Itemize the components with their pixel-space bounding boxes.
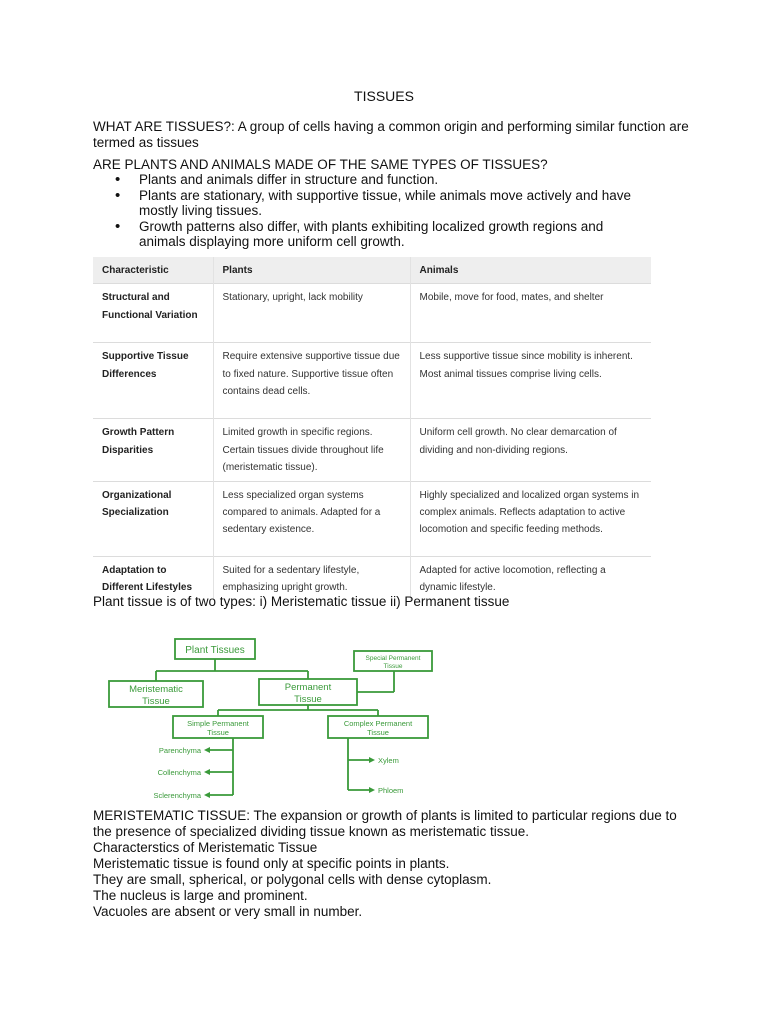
table-row	[93, 481, 651, 556]
diagram-permanent-label: Permanent	[284, 682, 332, 693]
row-animals: Mobile, move for food, mates, and shelter	[410, 284, 651, 343]
definition-paragraph: WHAT ARE TISSUES?: A group of cells having a common origin and performing similar function are termed as tissues	[93, 119, 689, 150]
meristematic-intro: MERISTEMATIC TISSUE: The expansion or growth of plants is limited to particular regions due to the presence of specialized dividing tissue known as meristematic tissue.	[93, 808, 677, 839]
table-row	[93, 284, 651, 343]
comparison-table	[93, 257, 651, 600]
row-plants: Limited growth in specific regions. Certain tissues divide throughout life (meristematic tissue).	[213, 419, 410, 481]
meristematic-line: Vacuoles are absent or very small in number.	[93, 904, 363, 919]
diagram-collenchyma-label: Collenchyma	[157, 768, 201, 777]
difference-list	[93, 172, 653, 250]
plant-tissue-diagram	[93, 620, 445, 802]
diagram-simple-label-2: Tissue	[207, 728, 229, 737]
diagram-complex-label-2: Tissue	[367, 728, 389, 737]
diagram-parenchyma-label: Parenchyma	[158, 746, 201, 755]
column-header: Animals	[410, 257, 651, 284]
diagram-complex-label: Complex Permanent	[343, 719, 413, 728]
list-item: • Plants and animals differ in structure and function.	[93, 172, 653, 188]
diagram-meristematic-label-2: Tissue	[142, 696, 170, 707]
diagram-root-label: Plant Tissues	[185, 645, 245, 656]
meristematic-line: Meristematic tissue is found only at specific points in plants.	[93, 856, 450, 871]
row-animals: Adapted for active locomotion, reflecting a dynamic lifestyle.	[410, 556, 651, 600]
diagram-xylem-label: Xylem	[378, 756, 399, 765]
row-animals: Less supportive tissue since mobility is inherent. Most animal tissues comprise living cells.	[410, 343, 651, 419]
row-characteristic: Supportive Tissue Differences	[93, 343, 213, 419]
diagram-simple-label: Simple Permanent	[187, 719, 249, 728]
row-characteristic: Structural and Functional Variation	[93, 284, 213, 343]
row-plants: Require extensive supportive tissue due to fixed nature. Supportive tissue often contains dead cells.	[213, 343, 410, 419]
table-row	[93, 343, 651, 419]
diagram-special-label: Special Permanent	[365, 655, 421, 662]
diagram-phloem-label: Phloem	[378, 786, 404, 795]
row-animals: Highly specialized and localized organ systems in complex animals. Reflects adaptation to active locomotion and specific feeding methods.	[410, 481, 651, 556]
diagram-special-label-2: Tissue	[383, 663, 403, 670]
meristematic-characteristics-heading: Characterstics of Meristematic Tissue	[93, 840, 318, 855]
meristematic-line: They are small, spherical, or polygonal cells with dense cytoplasm.	[93, 872, 492, 887]
row-characteristic: Growth Pattern Disparities	[93, 419, 213, 481]
row-plants: Less specialized organ systems compared to animals. Adapted for a sedentary existence.	[213, 481, 410, 556]
column-header: Characteristic	[102, 265, 169, 276]
list-item: • Growth patterns also differ, with plants exhibiting localized growth regions and animals displaying more uniform cell growth.	[93, 219, 653, 250]
question-heading: ARE PLANTS AND ANIMALS MADE OF THE SAME TYPES OF TISSUES?	[93, 157, 548, 172]
diagram-meristematic-label: Meristematic	[129, 684, 183, 695]
column-header: Plants	[213, 257, 410, 284]
diagram-sclerenchyma-label: Sclerenchyma	[153, 791, 201, 800]
table-row	[93, 419, 651, 481]
row-characteristic: Organizational Specialization	[93, 481, 213, 556]
page-title: TISSUES	[354, 88, 414, 104]
row-animals: Uniform cell growth. No clear demarcation of dividing and non-dividing regions.	[410, 419, 651, 481]
row-characteristic: Adaptation to Different Lifestyles	[93, 556, 213, 600]
meristematic-line: The nucleus is large and prominent.	[93, 888, 308, 903]
list-item: • Plants are stationary, with supportive tissue, while animals move actively and have mostly living tissues.	[93, 188, 653, 219]
row-plants: Stationary, upright, lack mobility	[213, 284, 410, 343]
diagram-permanent-label-2: Tissue	[294, 694, 322, 705]
plant-tissue-types: Plant tissue is of two types: i) Meristematic tissue ii) Permanent tissue	[93, 594, 510, 609]
table-header-row	[93, 257, 651, 284]
row-plants: Suited for a sedentary lifestyle, emphasizing upright growth.	[213, 556, 410, 600]
